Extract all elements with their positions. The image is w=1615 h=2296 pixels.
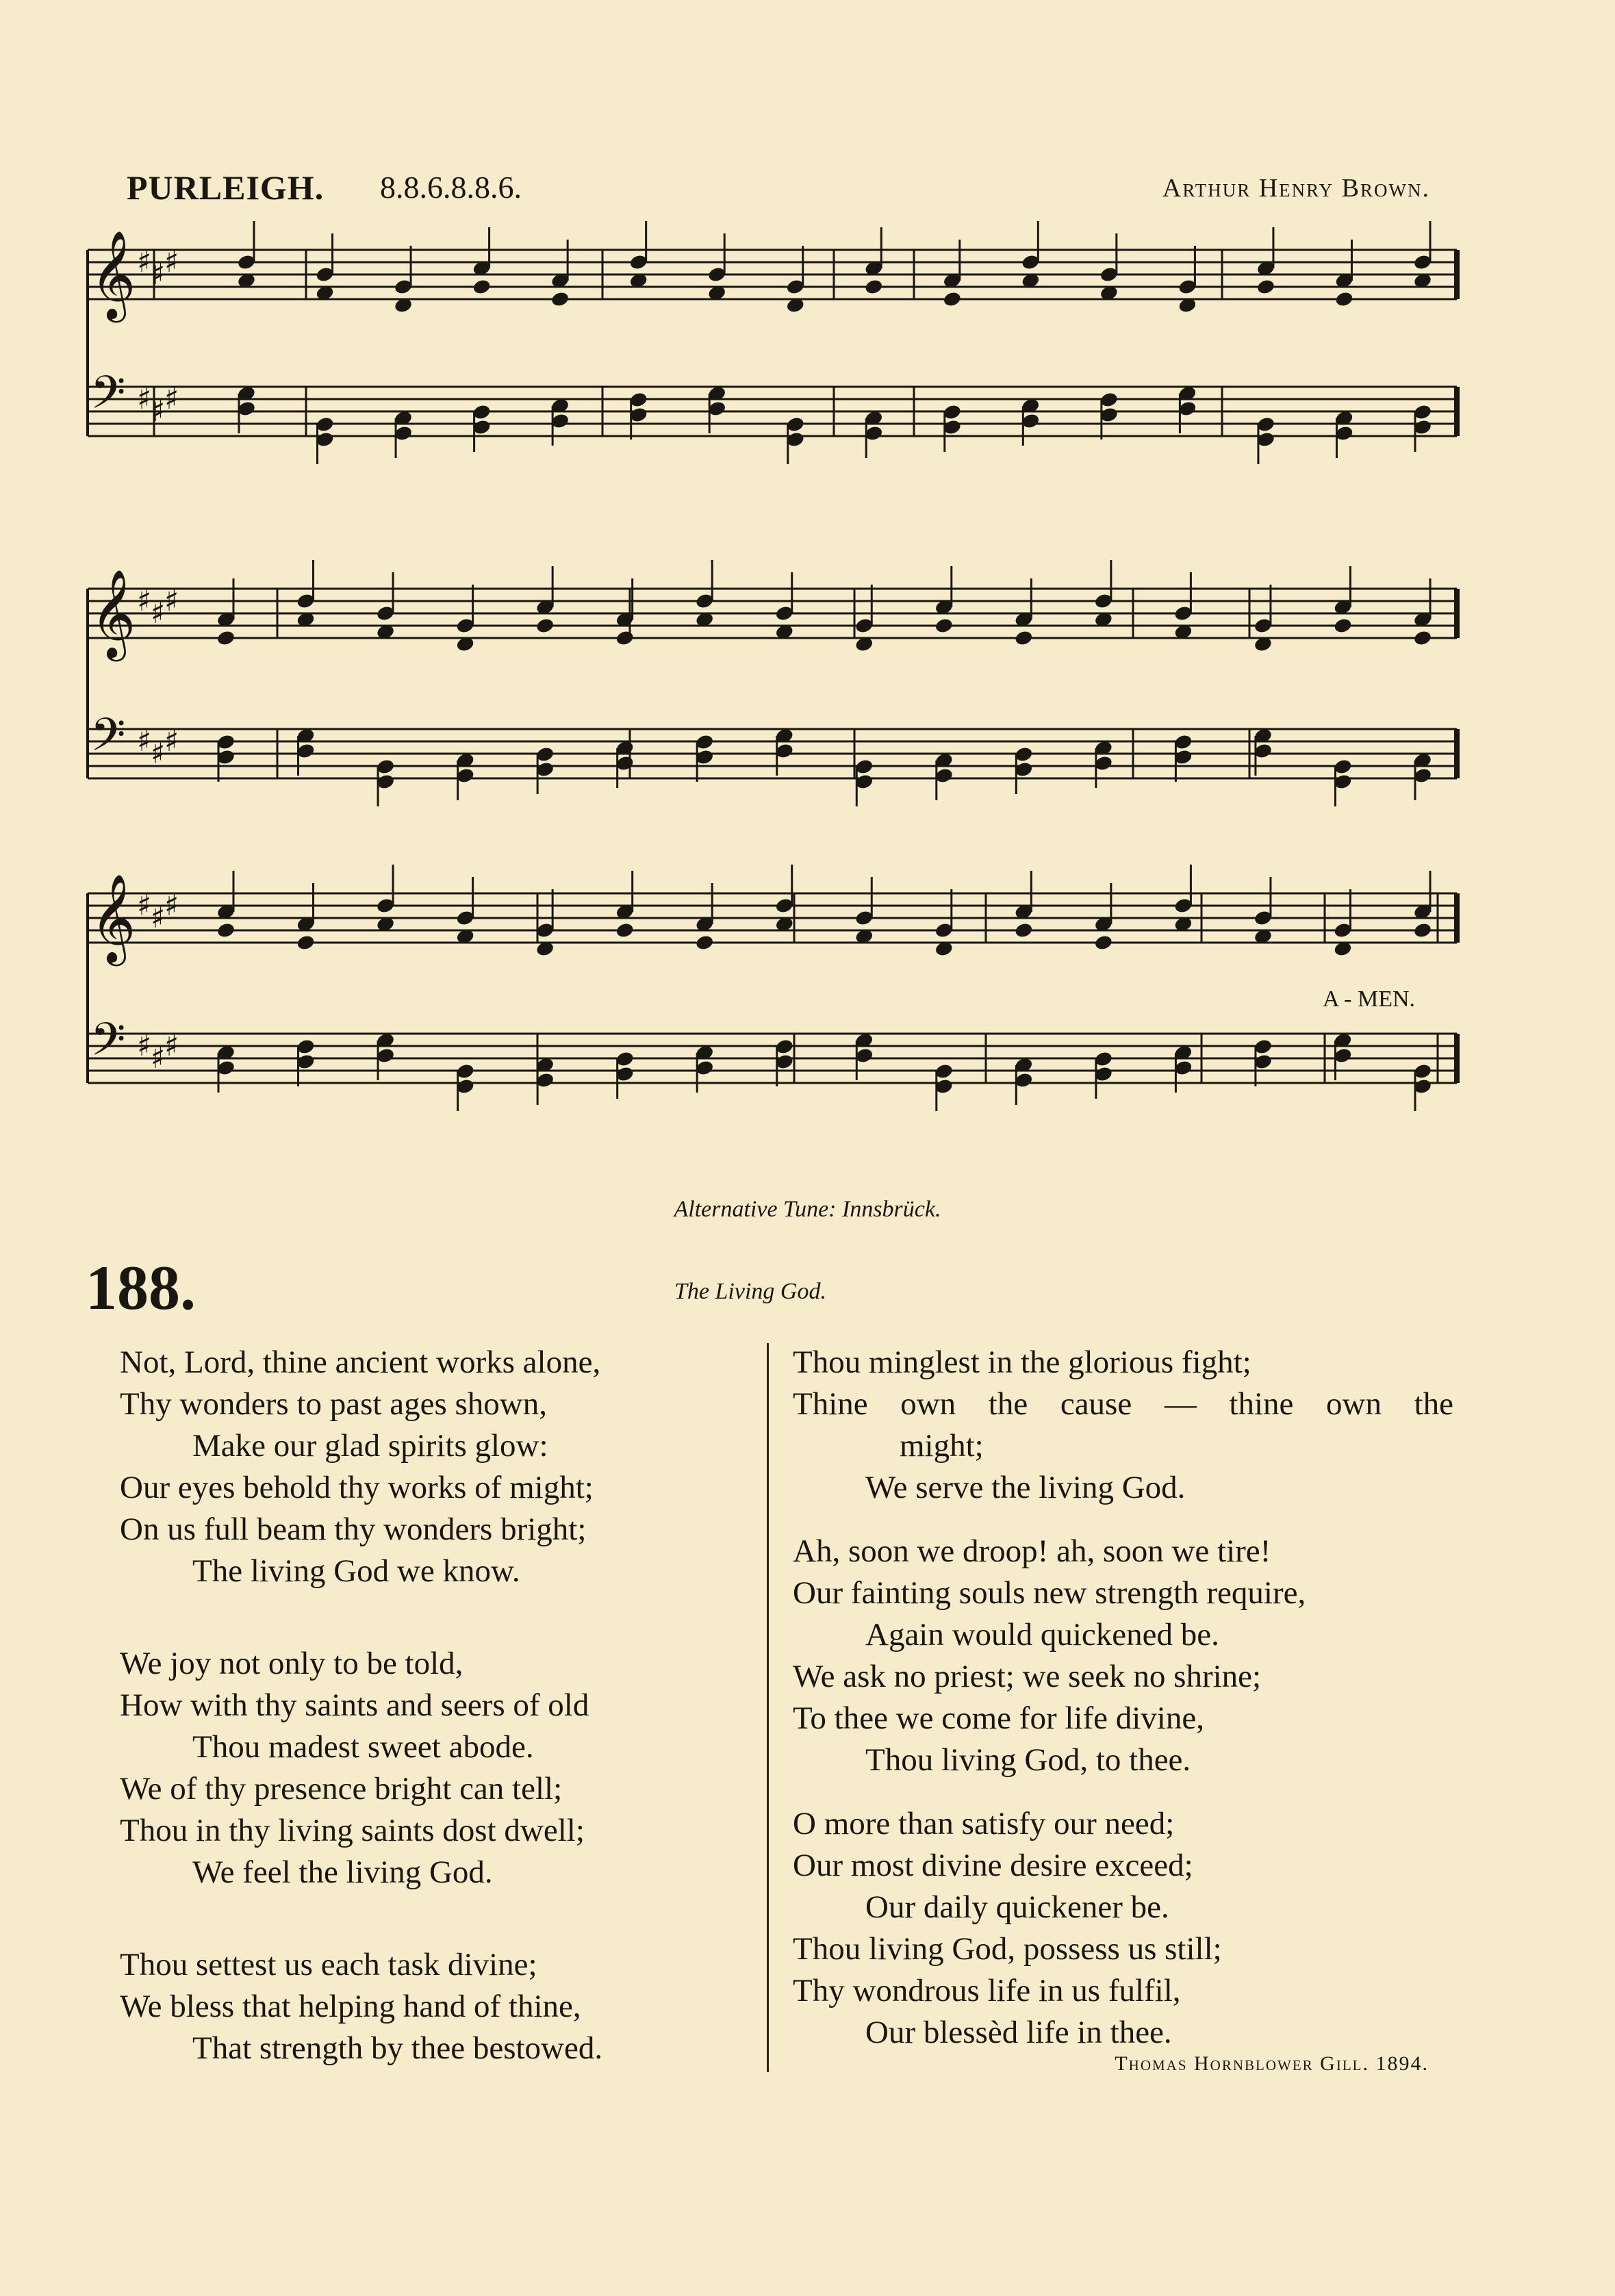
verse-line: Thou minglest in the glorious fight; [793, 1344, 1251, 1380]
hymn-author: Thomas Hornblower Gill. 1894. [1115, 2052, 1429, 2075]
hymn-title: The Living God. [674, 1279, 826, 1304]
sharp-sign: ♯ [151, 257, 166, 292]
note-head [1094, 934, 1114, 951]
stanza-2 [120, 1643, 736, 1893]
verse-line: Thou living God, to thee. [865, 1742, 1191, 1778]
verse-line: On us full beam thy wonders bright; [120, 1511, 587, 1547]
bass-clef: 𝄢 [90, 1013, 126, 1077]
verse-line: We feel the living God. [192, 1854, 493, 1890]
tune-name: PURLEIGH. [127, 168, 325, 207]
amen-label: A - MEN. [1323, 986, 1416, 1012]
note-head [942, 290, 962, 307]
stanza-4 [793, 1531, 1460, 1781]
verse-line: Thou living God, possess us still; [793, 1931, 1222, 1967]
verse-line: We bless that helping hand of thine, [120, 1989, 581, 2024]
verse-line: might; [900, 1428, 984, 1464]
note-head [1334, 290, 1354, 307]
sharp-sign: ♯ [137, 1028, 152, 1063]
note-head [216, 629, 236, 646]
verse-line: Thine own the cause — thine own the [793, 1386, 1453, 1422]
text-column-left [120, 1342, 736, 2091]
stanza-1 [120, 1342, 736, 1592]
verse-line: The living God we know. [192, 1553, 520, 1589]
sharp-sign: ♯ [164, 244, 179, 279]
verse-line: Thou madest sweet abode. [192, 1729, 534, 1765]
sharp-sign: ♯ [137, 381, 152, 416]
verse-line: Ah, soon we droop! ah, soon we tire! [793, 1533, 1271, 1569]
sharp-sign: ♯ [151, 394, 166, 429]
sharp-sign: ♯ [137, 888, 152, 923]
treble-clef: 𝄞 [90, 569, 136, 658]
stanza-3-continued [793, 1342, 1460, 1509]
sharp-sign: ♯ [151, 736, 166, 771]
tune-meter: 8.8.6.8.8.6. [380, 170, 522, 205]
bass-clef: 𝄢 [90, 709, 126, 772]
note-head [615, 629, 635, 646]
note-head [296, 934, 316, 951]
stanza-3 [120, 1944, 736, 2069]
verse-line: To thee we come for life divine, [793, 1700, 1204, 1736]
note-head [615, 921, 635, 939]
note-head [695, 934, 715, 951]
note-head [1333, 617, 1353, 634]
sharp-sign: ♯ [164, 583, 179, 618]
verse-line: Our most divine desire exceed; [793, 1848, 1193, 1883]
verse-line: Thou in thy living saints dost dwell; [120, 1813, 585, 1848]
treble-clef: 𝄞 [90, 873, 136, 962]
note-head [216, 921, 236, 939]
verse-line: Thy wonders to past ages shown, [120, 1386, 547, 1422]
sharp-sign: ♯ [151, 596, 166, 630]
sharp-sign: ♯ [164, 381, 179, 416]
sharp-sign: ♯ [164, 888, 179, 923]
column-divider [767, 1343, 769, 2072]
note-head [1014, 921, 1034, 939]
note-head [1256, 278, 1276, 295]
alternative-tune-note: Alternative Tune: Innsbrück. [674, 1197, 941, 1222]
verse-line: Again would quickened be. [865, 1617, 1219, 1653]
verse-line: We of thy presence bright can tell; [120, 1771, 563, 1807]
verse-line: Thy wondrous life in us fulfil, [793, 1973, 1181, 2008]
verse-line: That strength by thee bestowed. [192, 2030, 603, 2066]
sharp-sign: ♯ [137, 724, 152, 758]
verse-line: How with thy saints and seers of old [120, 1687, 589, 1723]
bass-clef: 𝄢 [90, 366, 126, 430]
verse-line: Our fainting souls new strength require, [793, 1575, 1306, 1611]
treble-clef: 𝄞 [90, 230, 136, 319]
sharp-sign: ♯ [151, 1041, 166, 1075]
note-head [535, 617, 555, 634]
verse-line: We serve the living God. [865, 1470, 1186, 1505]
verse-line: We ask no priest; we seek no shrine; [793, 1659, 1262, 1694]
verse-line: Our daily quickener be. [865, 1889, 1169, 1925]
text-column-right [793, 1342, 1460, 2076]
verse-line: Our blessèd life in thee. [865, 2015, 1172, 2050]
hymn-number: 188. [86, 1253, 196, 1323]
sharp-sign: ♯ [164, 724, 179, 758]
verse-line: We joy not only to be told, [120, 1646, 463, 1681]
verse-line: Not, Lord, thine ancient works alone, [120, 1344, 601, 1380]
sharp-sign: ♯ [137, 244, 152, 279]
note-head [1014, 629, 1034, 646]
stanza-5 [793, 1803, 1460, 2054]
note-head [550, 290, 570, 307]
note-head [1413, 629, 1433, 646]
note-head [864, 278, 884, 295]
note-head [472, 278, 492, 295]
sharp-sign: ♯ [164, 1028, 179, 1063]
note-head [934, 617, 954, 634]
verse-line: Thou settest us each task divine; [120, 1947, 537, 1982]
verse-line: O more than satisfy our need; [793, 1806, 1175, 1841]
composer-credit: Arthur Henry Brown. [1162, 174, 1430, 203]
sharp-sign: ♯ [137, 583, 152, 618]
note-head [1413, 921, 1433, 939]
verse-line: Our eyes behold thy works of might; [120, 1470, 594, 1505]
verse-line: Make our glad spirits glow: [192, 1428, 548, 1464]
sharp-sign: ♯ [151, 900, 166, 935]
